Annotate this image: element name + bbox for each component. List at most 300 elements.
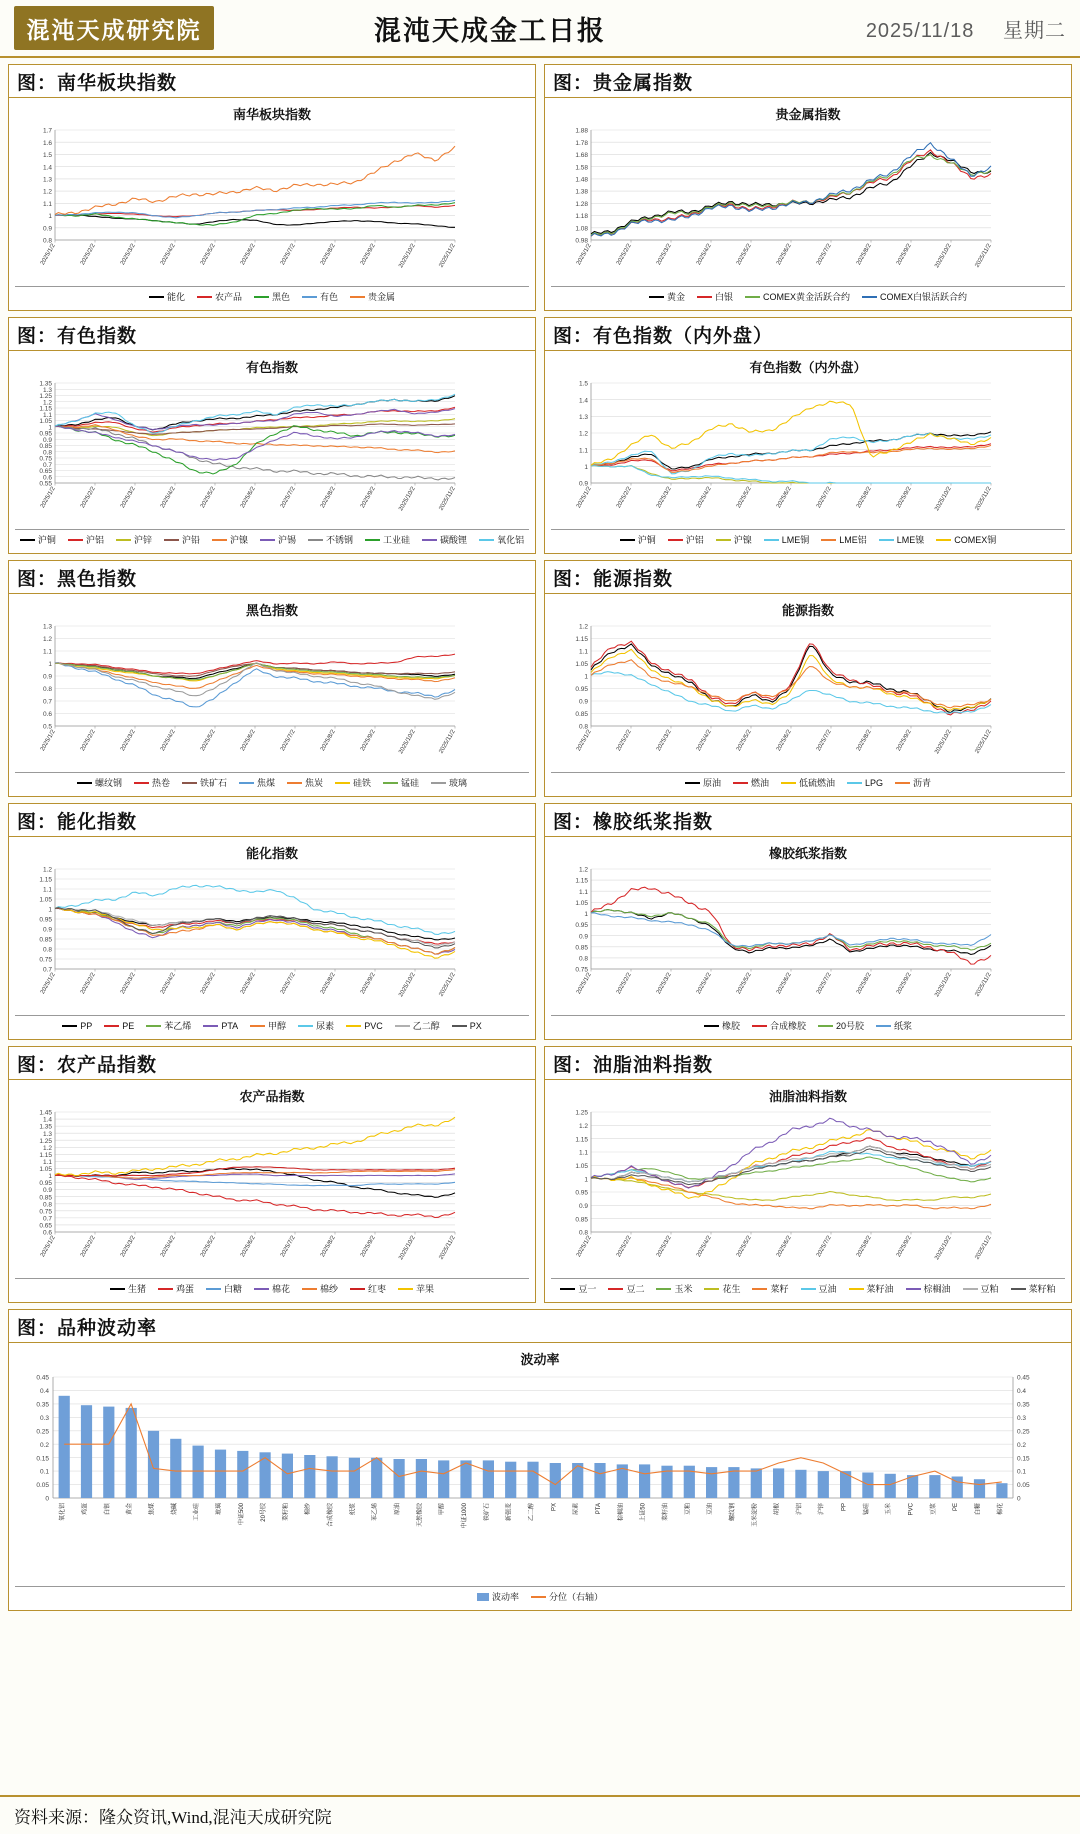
legend-label: 沪镍 bbox=[733, 535, 752, 545]
svg-text:1.05: 1.05 bbox=[39, 1166, 52, 1174]
legend-item[interactable] bbox=[158, 1282, 194, 1295]
legend-item[interactable] bbox=[206, 1282, 242, 1295]
panel-energy bbox=[544, 560, 1072, 797]
legend-swatch bbox=[452, 1025, 467, 1027]
legend-label: PTA bbox=[221, 1020, 239, 1031]
panel-body bbox=[545, 351, 1071, 553]
legend-label: 合成橡胶 bbox=[769, 1021, 806, 1031]
legend-item[interactable] bbox=[203, 1019, 238, 1032]
svg-text:2025/9/2: 2025/9/2 bbox=[359, 972, 377, 996]
svg-text:2025/2/2: 2025/2/2 bbox=[615, 729, 633, 753]
legend-item[interactable] bbox=[146, 1019, 191, 1032]
panel-nonferrous-international bbox=[544, 317, 1072, 554]
legend-label: 棕榈油 bbox=[923, 1284, 951, 1294]
legend-item[interactable] bbox=[531, 1590, 603, 1603]
legend-label: 甲醇 bbox=[268, 1021, 287, 1031]
svg-text:0.3: 0.3 bbox=[39, 1414, 49, 1422]
svg-text:0.3: 0.3 bbox=[1017, 1414, 1027, 1422]
svg-text:2025/4/2: 2025/4/2 bbox=[159, 243, 177, 267]
svg-text:1.15: 1.15 bbox=[575, 1136, 588, 1144]
legend-item[interactable] bbox=[847, 776, 883, 789]
svg-text:2025/5/2: 2025/5/2 bbox=[735, 1235, 753, 1259]
svg-text:1.1: 1.1 bbox=[42, 411, 52, 419]
svg-text:1.2: 1.2 bbox=[578, 430, 588, 438]
legend-item[interactable] bbox=[254, 290, 290, 303]
legend-swatch bbox=[818, 1025, 833, 1027]
legend-item[interactable] bbox=[134, 776, 170, 789]
svg-text:0.65: 0.65 bbox=[39, 1222, 52, 1230]
chart-plot bbox=[13, 620, 531, 770]
svg-text:2025/7/2: 2025/7/2 bbox=[815, 972, 833, 996]
svg-text:1.2: 1.2 bbox=[42, 399, 52, 407]
legend-label: 硅铁 bbox=[353, 778, 372, 788]
svg-text:0.4: 0.4 bbox=[1017, 1388, 1027, 1396]
legend-swatch bbox=[531, 1596, 546, 1598]
svg-text:2025/8/2: 2025/8/2 bbox=[855, 486, 873, 510]
legend-item[interactable] bbox=[716, 533, 752, 546]
legend-item[interactable] bbox=[704, 1019, 740, 1032]
legend-swatch bbox=[668, 539, 683, 541]
legend-swatch bbox=[260, 539, 275, 541]
svg-text:2025/2/2: 2025/2/2 bbox=[79, 243, 97, 267]
legend-item[interactable] bbox=[197, 290, 242, 303]
legend-item[interactable] bbox=[745, 290, 850, 303]
legend-label: 红枣 bbox=[368, 1284, 387, 1294]
svg-text:2025/4/2: 2025/4/2 bbox=[695, 486, 713, 510]
legend-item[interactable] bbox=[365, 533, 410, 546]
svg-text:2025/3/2: 2025/3/2 bbox=[119, 486, 137, 510]
legend-item[interactable] bbox=[239, 776, 275, 789]
svg-text:0.6: 0.6 bbox=[42, 474, 52, 482]
svg-text:2025/3/2: 2025/3/2 bbox=[655, 1235, 673, 1259]
svg-text:2025/6/2: 2025/6/2 bbox=[239, 243, 257, 267]
legend-swatch bbox=[764, 539, 779, 541]
chart-plot bbox=[13, 1369, 1067, 1584]
legend-swatch bbox=[801, 1288, 816, 1290]
legend-swatch bbox=[203, 1025, 218, 1027]
svg-text:2025/4/2: 2025/4/2 bbox=[695, 243, 713, 267]
panel-body bbox=[9, 1343, 1071, 1610]
svg-text:2025/5/2: 2025/5/2 bbox=[735, 972, 753, 996]
svg-text:1: 1 bbox=[48, 661, 52, 669]
panel-body bbox=[9, 98, 535, 310]
svg-text:0.85: 0.85 bbox=[39, 936, 52, 944]
legend-label: 白糖 bbox=[223, 1284, 242, 1294]
chart-legend bbox=[15, 772, 529, 791]
svg-text:0.95: 0.95 bbox=[39, 916, 52, 924]
svg-text:0.95: 0.95 bbox=[575, 922, 588, 930]
svg-text:纸浆: 纸浆 bbox=[350, 1503, 357, 1516]
svg-text:2025/2/2: 2025/2/2 bbox=[79, 1235, 97, 1259]
legend-item[interactable] bbox=[62, 1019, 92, 1032]
svg-text:2025/2/2: 2025/2/2 bbox=[615, 1235, 633, 1259]
legend-label: 农产品 bbox=[214, 292, 242, 302]
chart-plot bbox=[13, 124, 531, 284]
svg-text:PVC: PVC bbox=[908, 1503, 915, 1516]
svg-text:2025/4/2: 2025/4/2 bbox=[695, 1235, 713, 1259]
legend-item[interactable] bbox=[164, 533, 200, 546]
svg-text:2025/3/2: 2025/3/2 bbox=[119, 972, 137, 996]
svg-text:1.28: 1.28 bbox=[575, 200, 588, 208]
legend-swatch bbox=[146, 1025, 161, 1027]
svg-text:棉花: 棉花 bbox=[997, 1503, 1004, 1516]
legend-item[interactable] bbox=[398, 1282, 434, 1295]
svg-text:2025/6/2: 2025/6/2 bbox=[239, 729, 257, 753]
svg-text:氧化铝: 氧化铝 bbox=[60, 1503, 67, 1522]
chart-legend bbox=[15, 1586, 1065, 1605]
legend-label: 燃油 bbox=[750, 778, 769, 788]
legend-label: 沪锡 bbox=[278, 535, 297, 545]
legend-label: 尿素 bbox=[316, 1021, 335, 1031]
legend-item[interactable] bbox=[801, 1282, 837, 1295]
legend-label: 氧化铝 bbox=[497, 535, 525, 545]
legend-item[interactable] bbox=[116, 533, 152, 546]
svg-text:2025/1/2: 2025/1/2 bbox=[575, 972, 593, 996]
svg-text:1.1: 1.1 bbox=[578, 1149, 588, 1157]
svg-text:2025/5/2: 2025/5/2 bbox=[199, 486, 217, 510]
legend-label: 乙二醇 bbox=[412, 1021, 440, 1031]
svg-text:2025/2/2: 2025/2/2 bbox=[615, 972, 633, 996]
legend-item[interactable] bbox=[963, 1282, 999, 1295]
svg-text:2025/5/2: 2025/5/2 bbox=[199, 972, 217, 996]
svg-text:上证50: 上证50 bbox=[640, 1503, 647, 1522]
legend-swatch bbox=[745, 296, 760, 298]
legend-item[interactable] bbox=[849, 1282, 894, 1295]
svg-text:2025/7/2: 2025/7/2 bbox=[815, 486, 833, 510]
legend-item[interactable] bbox=[77, 776, 122, 789]
legend-swatch bbox=[697, 296, 712, 298]
svg-text:原油: 原油 bbox=[395, 1503, 402, 1516]
svg-text:2025/9/2: 2025/9/2 bbox=[359, 486, 377, 510]
legend-swatch bbox=[350, 1288, 365, 1290]
chart-title: 黑色指数 bbox=[245, 603, 298, 618]
legend-swatch bbox=[383, 782, 398, 784]
legend-item[interactable] bbox=[704, 1282, 740, 1295]
legend-label: 豆一 bbox=[578, 1284, 597, 1294]
svg-text:0.9: 0.9 bbox=[42, 926, 52, 934]
legend-item[interactable] bbox=[620, 533, 656, 546]
svg-text:2025/1/2: 2025/1/2 bbox=[39, 972, 57, 996]
svg-text:1.1: 1.1 bbox=[42, 200, 52, 208]
svg-text:沪铝: 沪铝 bbox=[796, 1503, 803, 1516]
legend-item[interactable] bbox=[936, 533, 996, 546]
svg-text:2025/4/2: 2025/4/2 bbox=[159, 1235, 177, 1259]
svg-text:2025/2/2: 2025/2/2 bbox=[79, 486, 97, 510]
legend-label: 豆粕 bbox=[980, 1284, 999, 1294]
svg-text:1.78: 1.78 bbox=[575, 139, 588, 147]
svg-text:1.15: 1.15 bbox=[575, 877, 588, 885]
legend-item[interactable] bbox=[879, 533, 925, 546]
chart-row-6 bbox=[8, 1309, 1072, 1611]
legend-item[interactable] bbox=[346, 1019, 383, 1032]
svg-text:1.18: 1.18 bbox=[575, 213, 588, 221]
svg-text:2025/1/2: 2025/1/2 bbox=[575, 1235, 593, 1259]
legend-item[interactable] bbox=[431, 776, 467, 789]
svg-text:1.05: 1.05 bbox=[39, 418, 52, 426]
svg-text:乙二醇: 乙二醇 bbox=[529, 1503, 535, 1522]
legend-label: 沪铝 bbox=[85, 535, 104, 545]
legend-item[interactable] bbox=[335, 776, 371, 789]
svg-text:螺纹钢: 螺纹钢 bbox=[729, 1503, 736, 1522]
svg-text:天然橡胶: 天然橡胶 bbox=[417, 1503, 424, 1528]
panel-chemicals bbox=[8, 803, 536, 1040]
legend-item[interactable] bbox=[479, 533, 524, 546]
svg-text:1.68: 1.68 bbox=[575, 152, 588, 160]
svg-text:2025/4/2: 2025/4/2 bbox=[695, 972, 713, 996]
svg-text:1.5: 1.5 bbox=[42, 152, 52, 160]
svg-text:1.25: 1.25 bbox=[575, 1109, 588, 1117]
legend-swatch bbox=[182, 782, 197, 784]
legend-swatch bbox=[287, 782, 302, 784]
legend-item[interactable] bbox=[608, 1282, 644, 1295]
legend-swatch bbox=[308, 539, 323, 541]
svg-text:2025/3/2: 2025/3/2 bbox=[655, 486, 673, 510]
svg-text:0.6: 0.6 bbox=[42, 711, 52, 719]
svg-text:2025/5/2: 2025/5/2 bbox=[735, 243, 753, 267]
legend-item[interactable] bbox=[733, 776, 769, 789]
svg-text:0.7: 0.7 bbox=[42, 1215, 52, 1223]
legend-label: COMEX黄金活跃合约 bbox=[763, 292, 851, 302]
legend-item[interactable] bbox=[350, 290, 395, 303]
legend-swatch bbox=[335, 782, 350, 784]
svg-text:0.85: 0.85 bbox=[39, 443, 52, 451]
svg-text:1.1: 1.1 bbox=[42, 648, 52, 656]
source-note: 资料来源：隆众资讯,Wind,混沌天成研究院 bbox=[0, 1795, 1080, 1834]
svg-text:2025/10/2: 2025/10/2 bbox=[934, 486, 953, 513]
legend-item[interactable] bbox=[298, 1019, 334, 1032]
svg-text:0.85: 0.85 bbox=[39, 1194, 52, 1202]
legend-item[interactable] bbox=[697, 290, 733, 303]
panel-oils-oilseeds bbox=[544, 1046, 1072, 1303]
svg-text:2025/1/2: 2025/1/2 bbox=[575, 729, 593, 753]
svg-text:2025/10/2: 2025/10/2 bbox=[398, 486, 417, 513]
panel-body bbox=[9, 594, 535, 796]
legend-item[interactable] bbox=[649, 290, 685, 303]
legend-label: 碳酸锂 bbox=[440, 535, 468, 545]
svg-text:烧碱: 烧碱 bbox=[171, 1503, 178, 1516]
legend-item[interactable] bbox=[781, 776, 835, 789]
legend-item[interactable] bbox=[302, 1282, 338, 1295]
legend-swatch bbox=[704, 1288, 719, 1290]
legend-item[interactable] bbox=[560, 1282, 596, 1295]
svg-text:0.9: 0.9 bbox=[42, 673, 52, 681]
legend-item[interactable] bbox=[260, 533, 296, 546]
svg-text:甲醇: 甲醇 bbox=[439, 1503, 446, 1516]
legend-item[interactable] bbox=[876, 1019, 912, 1032]
page-header bbox=[0, 0, 1080, 58]
legend-swatch bbox=[821, 539, 836, 541]
svg-text:PE: PE bbox=[953, 1503, 960, 1512]
legend-item[interactable] bbox=[906, 1282, 951, 1295]
legend-label: 沪锌 bbox=[133, 535, 152, 545]
svg-text:2025/8/2: 2025/8/2 bbox=[855, 729, 873, 753]
legend-swatch bbox=[1011, 1288, 1026, 1290]
legend-label: 棉纱 bbox=[320, 1284, 339, 1294]
panel-nanhua bbox=[8, 64, 536, 311]
panel-heading: 图：有色指数（内外盘） bbox=[545, 318, 1071, 351]
legend-item[interactable] bbox=[149, 290, 185, 303]
svg-text:1: 1 bbox=[584, 673, 588, 681]
chart-title: 能源指数 bbox=[781, 603, 834, 618]
panel-heading: 图：黑色指数 bbox=[9, 561, 535, 594]
svg-text:0: 0 bbox=[1017, 1495, 1021, 1503]
legend-swatch bbox=[149, 296, 164, 298]
svg-text:2025/10/2: 2025/10/2 bbox=[398, 729, 417, 756]
svg-text:1.2: 1.2 bbox=[42, 866, 52, 874]
svg-text:0.2: 0.2 bbox=[1017, 1441, 1027, 1449]
legend-swatch bbox=[685, 782, 700, 784]
legend-label: 锰硅 bbox=[401, 778, 420, 788]
legend-label: 黄金 bbox=[666, 292, 685, 302]
svg-text:1.05: 1.05 bbox=[575, 661, 588, 669]
svg-text:新强麦: 新强麦 bbox=[506, 1503, 513, 1522]
legend-label: COMEX白银活跃合约 bbox=[880, 292, 968, 302]
chart-plot bbox=[549, 620, 1067, 770]
svg-text:0.75: 0.75 bbox=[575, 966, 588, 974]
legend-label: 焦炭 bbox=[305, 778, 324, 788]
legend-label: LPG bbox=[865, 777, 884, 788]
panel-body bbox=[545, 594, 1071, 796]
legend-label: 有色 bbox=[320, 292, 339, 302]
legend-item[interactable] bbox=[395, 1019, 440, 1032]
legend-swatch bbox=[346, 1025, 361, 1027]
legend-item[interactable] bbox=[764, 533, 810, 546]
svg-text:0.45: 0.45 bbox=[1017, 1374, 1030, 1382]
legend-swatch bbox=[963, 1288, 978, 1290]
legend-item[interactable] bbox=[752, 1282, 788, 1295]
chart-title: 南华板块指数 bbox=[232, 107, 311, 122]
legend-item[interactable] bbox=[1011, 1282, 1056, 1295]
legend-label: 橡胶 bbox=[721, 1021, 740, 1031]
legend-item[interactable] bbox=[656, 1282, 692, 1295]
panel-heading: 图：有色指数 bbox=[9, 318, 535, 351]
legend-item[interactable] bbox=[182, 776, 227, 789]
svg-text:2025/8/2: 2025/8/2 bbox=[319, 1235, 337, 1259]
svg-text:1.48: 1.48 bbox=[575, 176, 588, 184]
legend-item[interactable] bbox=[862, 290, 967, 303]
svg-text:0.7: 0.7 bbox=[42, 461, 52, 469]
legend-item[interactable] bbox=[350, 1282, 386, 1295]
svg-text:1.05: 1.05 bbox=[575, 899, 588, 907]
svg-text:2025/9/2: 2025/9/2 bbox=[895, 729, 913, 753]
svg-text:1.2: 1.2 bbox=[42, 1144, 52, 1152]
svg-text:2025/4/2: 2025/4/2 bbox=[159, 729, 177, 753]
svg-text:0.75: 0.75 bbox=[39, 455, 52, 463]
legend-swatch bbox=[254, 296, 269, 298]
legend-label: 豆二 bbox=[626, 1284, 645, 1294]
svg-text:0.95: 0.95 bbox=[575, 1189, 588, 1197]
legend-swatch bbox=[479, 539, 494, 541]
chart-legend bbox=[15, 1278, 529, 1297]
svg-text:1: 1 bbox=[48, 1173, 52, 1181]
legend-swatch bbox=[847, 782, 862, 784]
svg-text:1.6: 1.6 bbox=[42, 139, 52, 147]
chart-title: 波动率 bbox=[520, 1352, 560, 1367]
legend-item[interactable] bbox=[20, 533, 56, 546]
svg-text:2025/4/2: 2025/4/2 bbox=[159, 486, 177, 510]
chart-title: 有色指数（内外盘） bbox=[749, 360, 867, 375]
svg-text:0.15: 0.15 bbox=[1017, 1455, 1030, 1463]
chart-plot bbox=[13, 863, 531, 1013]
svg-text:鸡蛋: 鸡蛋 bbox=[82, 1503, 89, 1516]
svg-text:沪锌: 沪锌 bbox=[819, 1503, 826, 1516]
legend-label: 沥青 bbox=[913, 778, 932, 788]
legend-item[interactable] bbox=[452, 1019, 482, 1032]
weekday-value: 星期二 bbox=[1003, 19, 1066, 42]
legend-item[interactable] bbox=[287, 776, 323, 789]
legend-item[interactable] bbox=[895, 776, 931, 789]
svg-text:0.8: 0.8 bbox=[42, 1201, 52, 1209]
svg-text:2025/7/2: 2025/7/2 bbox=[815, 729, 833, 753]
legend-label: 玻璃 bbox=[449, 778, 468, 788]
legend-item[interactable] bbox=[818, 1019, 864, 1032]
chart-plot bbox=[13, 1106, 531, 1276]
legend-label: 波动率 bbox=[491, 1592, 519, 1602]
legend-item[interactable] bbox=[752, 1019, 806, 1032]
chart-row-3 bbox=[8, 560, 1072, 797]
panel-heading: 图：农产品指数 bbox=[9, 1047, 535, 1080]
svg-text:2025/6/2: 2025/6/2 bbox=[775, 972, 793, 996]
legend-item[interactable] bbox=[110, 1282, 146, 1295]
svg-text:2025/9/2: 2025/9/2 bbox=[359, 729, 377, 753]
legend-swatch bbox=[77, 782, 92, 784]
legend-swatch bbox=[876, 1025, 891, 1027]
svg-text:1: 1 bbox=[48, 424, 52, 432]
legend-label: 低硫燃油 bbox=[798, 778, 835, 788]
svg-text:2025/11/2: 2025/11/2 bbox=[438, 1235, 457, 1261]
legend-item[interactable] bbox=[685, 776, 721, 789]
legend-item[interactable] bbox=[383, 776, 419, 789]
svg-text:2025/8/2: 2025/8/2 bbox=[319, 486, 337, 510]
legend-item[interactable] bbox=[212, 533, 248, 546]
chart-plot bbox=[549, 863, 1067, 1013]
legend-item[interactable] bbox=[422, 533, 467, 546]
legend-swatch bbox=[116, 539, 131, 541]
legend-swatch bbox=[608, 1288, 623, 1290]
svg-text:0.35: 0.35 bbox=[36, 1401, 49, 1409]
charts-grid bbox=[0, 58, 1080, 1611]
date-value: 2025/11/18 bbox=[865, 19, 975, 42]
legend-item[interactable] bbox=[302, 290, 338, 303]
legend-item[interactable] bbox=[250, 1019, 286, 1032]
svg-text:1.3: 1.3 bbox=[42, 1130, 52, 1138]
legend-item[interactable] bbox=[308, 533, 353, 546]
legend-item[interactable] bbox=[68, 533, 104, 546]
svg-text:1: 1 bbox=[48, 213, 52, 221]
legend-label: 沪铝 bbox=[685, 535, 704, 545]
svg-text:2025/3/2: 2025/3/2 bbox=[119, 729, 137, 753]
legend-item[interactable] bbox=[477, 1590, 519, 1603]
svg-text:0.1: 0.1 bbox=[39, 1468, 49, 1476]
svg-text:2025/10/2: 2025/10/2 bbox=[398, 1235, 417, 1262]
svg-text:合成橡胶: 合成橡胶 bbox=[328, 1503, 335, 1528]
svg-text:1: 1 bbox=[584, 911, 588, 919]
svg-text:2025/7/2: 2025/7/2 bbox=[815, 243, 833, 267]
svg-text:中证1000: 中证1000 bbox=[462, 1503, 469, 1529]
svg-text:0.65: 0.65 bbox=[39, 468, 52, 476]
legend-label: 螺纹钢 bbox=[94, 778, 122, 788]
legend-item[interactable] bbox=[668, 533, 704, 546]
legend-item[interactable] bbox=[104, 1019, 134, 1032]
legend-item[interactable] bbox=[821, 533, 867, 546]
legend-swatch bbox=[365, 539, 380, 541]
svg-text:1.1: 1.1 bbox=[578, 888, 588, 896]
svg-text:2025/9/2: 2025/9/2 bbox=[895, 486, 913, 510]
svg-text:2025/1/2: 2025/1/2 bbox=[39, 486, 57, 510]
legend-item[interactable] bbox=[254, 1282, 290, 1295]
legend-swatch bbox=[752, 1288, 767, 1290]
svg-text:0.4: 0.4 bbox=[39, 1388, 49, 1396]
